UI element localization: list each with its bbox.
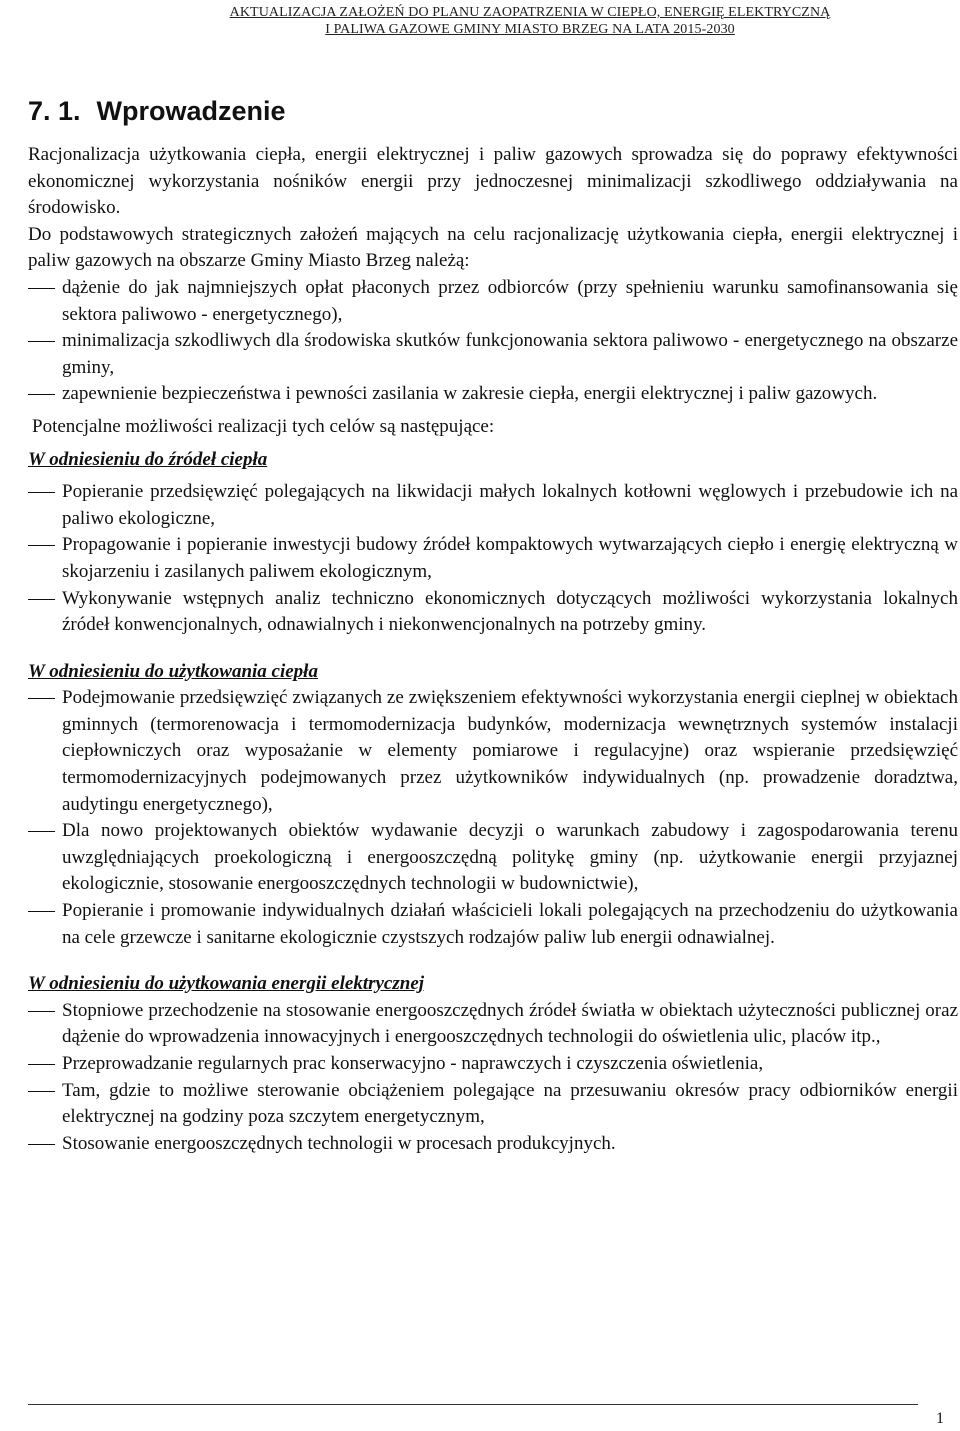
subheading-electricity-usage: W odniesieniu do użytkowania energii elektrycznej — [28, 973, 425, 995]
goals-list-item: minimalizacja szkodliwych dla środowiska skutków funkcjonowania sektora paliwowo - energetycznego na obszarze gminy, — [28, 328, 958, 381]
goals-list-item: dążenie do jak najmniejszych opłat płaconych przez odbiorców (przy spełnieniu warunku samofinansowania się sektora paliwowo - energetycznego), — [28, 275, 958, 328]
heat-sources-list-item: Wykonywanie wstępnych analiz techniczno ekonomicznych dotyczących możliwości wykorzystania lokalnych źródeł konwencjonalnych, odnawialnych i niekonwencjonalnych na potrzeby gminy. — [28, 586, 958, 639]
section-number: 7. 1. — [28, 96, 81, 126]
header-line-1: AKTUALIZACJA ZAŁOŻEŃ DO PLANU ZAOPATRZENIA W CIEPŁO, ENERGIĘ ELEKTRYCZNĄ — [229, 5, 831, 20]
electricity-usage-list-item: Przeprowadzanie regularnych prac konserwacyjno - naprawczych i czyszczenia oświetlenia, — [28, 1051, 958, 1078]
heat-usage-list-item: Dla nowo projektowanych obiektów wydawanie decyzji o warunkach zabudowy i zagospodarowania terenu uwzględniających proekologiczną i energooszczędną politykę gminy (np. użytkowanie energii przyjaznej ekologicznie, stosowanie energooszczędnych technologii w budownictwie), — [28, 818, 958, 898]
footer-divider — [28, 1404, 918, 1405]
section-title — [28, 94, 286, 128]
heat-sources-list-item: Propagowanie i popieranie inwestycji budowy źródeł kompaktowych wytwarzających ciepło i energię elektryczną w skojarzeniu i zasilanych paliwem ekologicznym, — [28, 532, 958, 585]
goals-list-item: zapewnienie bezpieczeństwa i pewności zasilania w zakresie ciepła, energii elektrycznej i paliw gazowych. — [28, 381, 958, 408]
document-header — [130, 4, 930, 38]
page-number: 1 — [936, 1410, 944, 1427]
header-line-2: I PALIWA GAZOWE GMINY MIASTO BRZEG NA LATA 2015-2030 — [325, 22, 735, 37]
electricity-usage-list — [28, 998, 958, 1158]
heat-usage-list — [28, 685, 958, 951]
electricity-usage-list-item: Tam, gdzie to możliwe sterowanie obciążeniem polegające na przesuwaniu okresów pracy odbiorników energii elektrycznej na godziny poza szczytem energetycznym, — [28, 1078, 958, 1131]
heat-sources-list — [28, 479, 958, 639]
document-body — [28, 142, 958, 1157]
section-title-text: Wprowadzenie — [96, 96, 286, 126]
subheading-heat-usage: W odniesieniu do użytkowania ciepła — [28, 660, 318, 682]
goals-list — [28, 275, 958, 408]
intro-paragraph-1: Racjonalizacja użytkowania ciepła, energii elektrycznej i paliw gazowych sprowadza się do poprawy efektywności ekonomicznej wykorzystania nośników energii przy jednoczesnej minimalizacji szkodliwego oddziaływania na środowisko. — [28, 144, 958, 219]
heat-sources-list-item: Popieranie przedsięwzięć polegających na likwidacji małych lokalnych kotłowni węglowych i przebudowie ich na paliwo ekologiczne, — [28, 479, 958, 532]
electricity-usage-list-item: Stosowanie energooszczędnych technologii w procesach produkcyjnych. — [28, 1131, 958, 1158]
electricity-usage-list-item: Stopniowe przechodzenie na stosowanie energooszczędnych źródeł światła w obiektach użyteczności publicznej oraz dążenie do wprowadzenia innowacyjnych i energooszczędnych technologii do oświetlenia ulic, placów itp., — [28, 998, 958, 1051]
intro-paragraph-2: Do podstawowych strategicznych założeń mających na celu racjonalizację użytkowania ciepła, energii elektrycznej i paliw gazowych na obszarze Gminy Miasto Brzeg należą: — [28, 223, 958, 272]
subheading-heat-sources: W odniesieniu do źródeł ciepła — [28, 448, 268, 470]
intro-paragraph-3: Potencjalne możliwości realizacji tych celów są następujące: — [32, 415, 495, 437]
heat-usage-list-item: Popieranie i promowanie indywidualnych działań właścicieli lokali polegających na przechodzeniu do użytkowania na cele grzewcze i sanitarne ekologicznie czystszych rodzajów paliw lub energii odnawialnej. — [28, 898, 958, 951]
heat-usage-list-item: Podejmowanie przedsięwzięć związanych ze zwiększeniem efektywności wykorzystania energii cieplnej w obiektach gminnych (termorenowacja i termomodernizacja budynków, modernizacja wewnętrznych systemów instalacji ciepłowniczych oraz wyposażanie w elementy pomiarowe i regulacyjne) oraz wspieranie przedsięwzięć termomodernizacyjnych podejmowanych przez użytkowników indywidualnych (np. prowadzenie doradztwa, audytingu energetycznego), — [28, 685, 958, 818]
